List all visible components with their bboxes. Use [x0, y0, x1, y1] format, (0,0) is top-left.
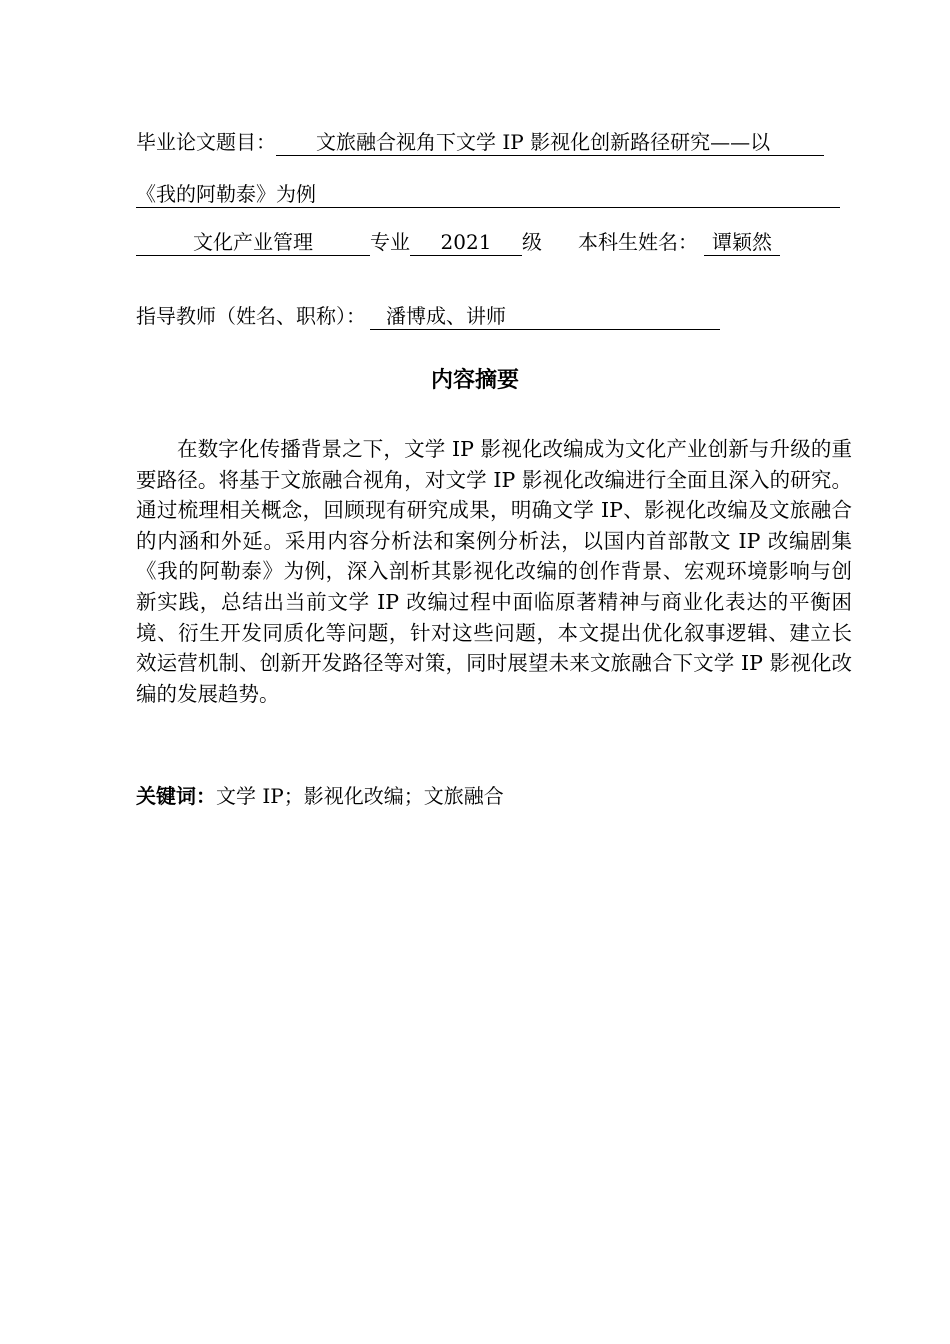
- thesis-title-line-2: [136, 180, 840, 208]
- grade-label: 级: [522, 230, 542, 254]
- keywords-label: 关键词：: [136, 784, 216, 808]
- major-label: 专业: [370, 230, 410, 254]
- advisor-value: 潘博成、讲师: [370, 303, 720, 330]
- grade-value: 2021: [410, 229, 522, 256]
- abstract-body: 在数字化传播背景之下，文学 IP 影视化改编成为文化产业创新与升级的重要路径。将基于文旅融合视角，对文学 IP 影视化改编进行全面且深入的研究。通过梳理相关概念，回顾现有研究成果，明确文学 IP、影视化改编及文旅融合的内涵和外延。采用内容分析法和案例分析法，以国内首部散文 IP 改编剧集《我的阿勒泰》为例，深入剖析其影视化改编的创作背景、宏观环境影响与创新实践，总结出当前文学 IP 改编过程中面临原著精神与商业化表达的平衡困境、衍生开发同质化等问题，针对这些问题，本文提出优化叙事逻辑、建立长效运营机制、创新开发路径等对策，同时展望未来文旅融合下文学 IP 影视化改编的发展趋势。: [136, 437, 852, 706]
- advisor-label: 指导教师（姓名、职称）：: [136, 304, 366, 328]
- student-name-value: 谭颖然: [704, 229, 780, 256]
- major-value: 文化产业管理: [136, 229, 370, 256]
- keywords-value: 文学 IP；影视化改编；文旅融合: [216, 784, 504, 808]
- keywords-line: [136, 782, 504, 810]
- thesis-title-label: 毕业论文题目：: [136, 130, 276, 154]
- thesis-title-part-2: 《我的阿勒泰》为例: [136, 181, 840, 208]
- advisor-line: [136, 302, 720, 330]
- student-info-line: [136, 228, 780, 256]
- thesis-title-part-1: 文旅融合视角下文学 IP 影视化创新路径研究——以: [276, 129, 824, 156]
- thesis-title-line-1: [136, 128, 824, 156]
- student-label: 本科生姓名：: [578, 230, 698, 254]
- abstract-title: 内容摘要: [430, 368, 519, 393]
